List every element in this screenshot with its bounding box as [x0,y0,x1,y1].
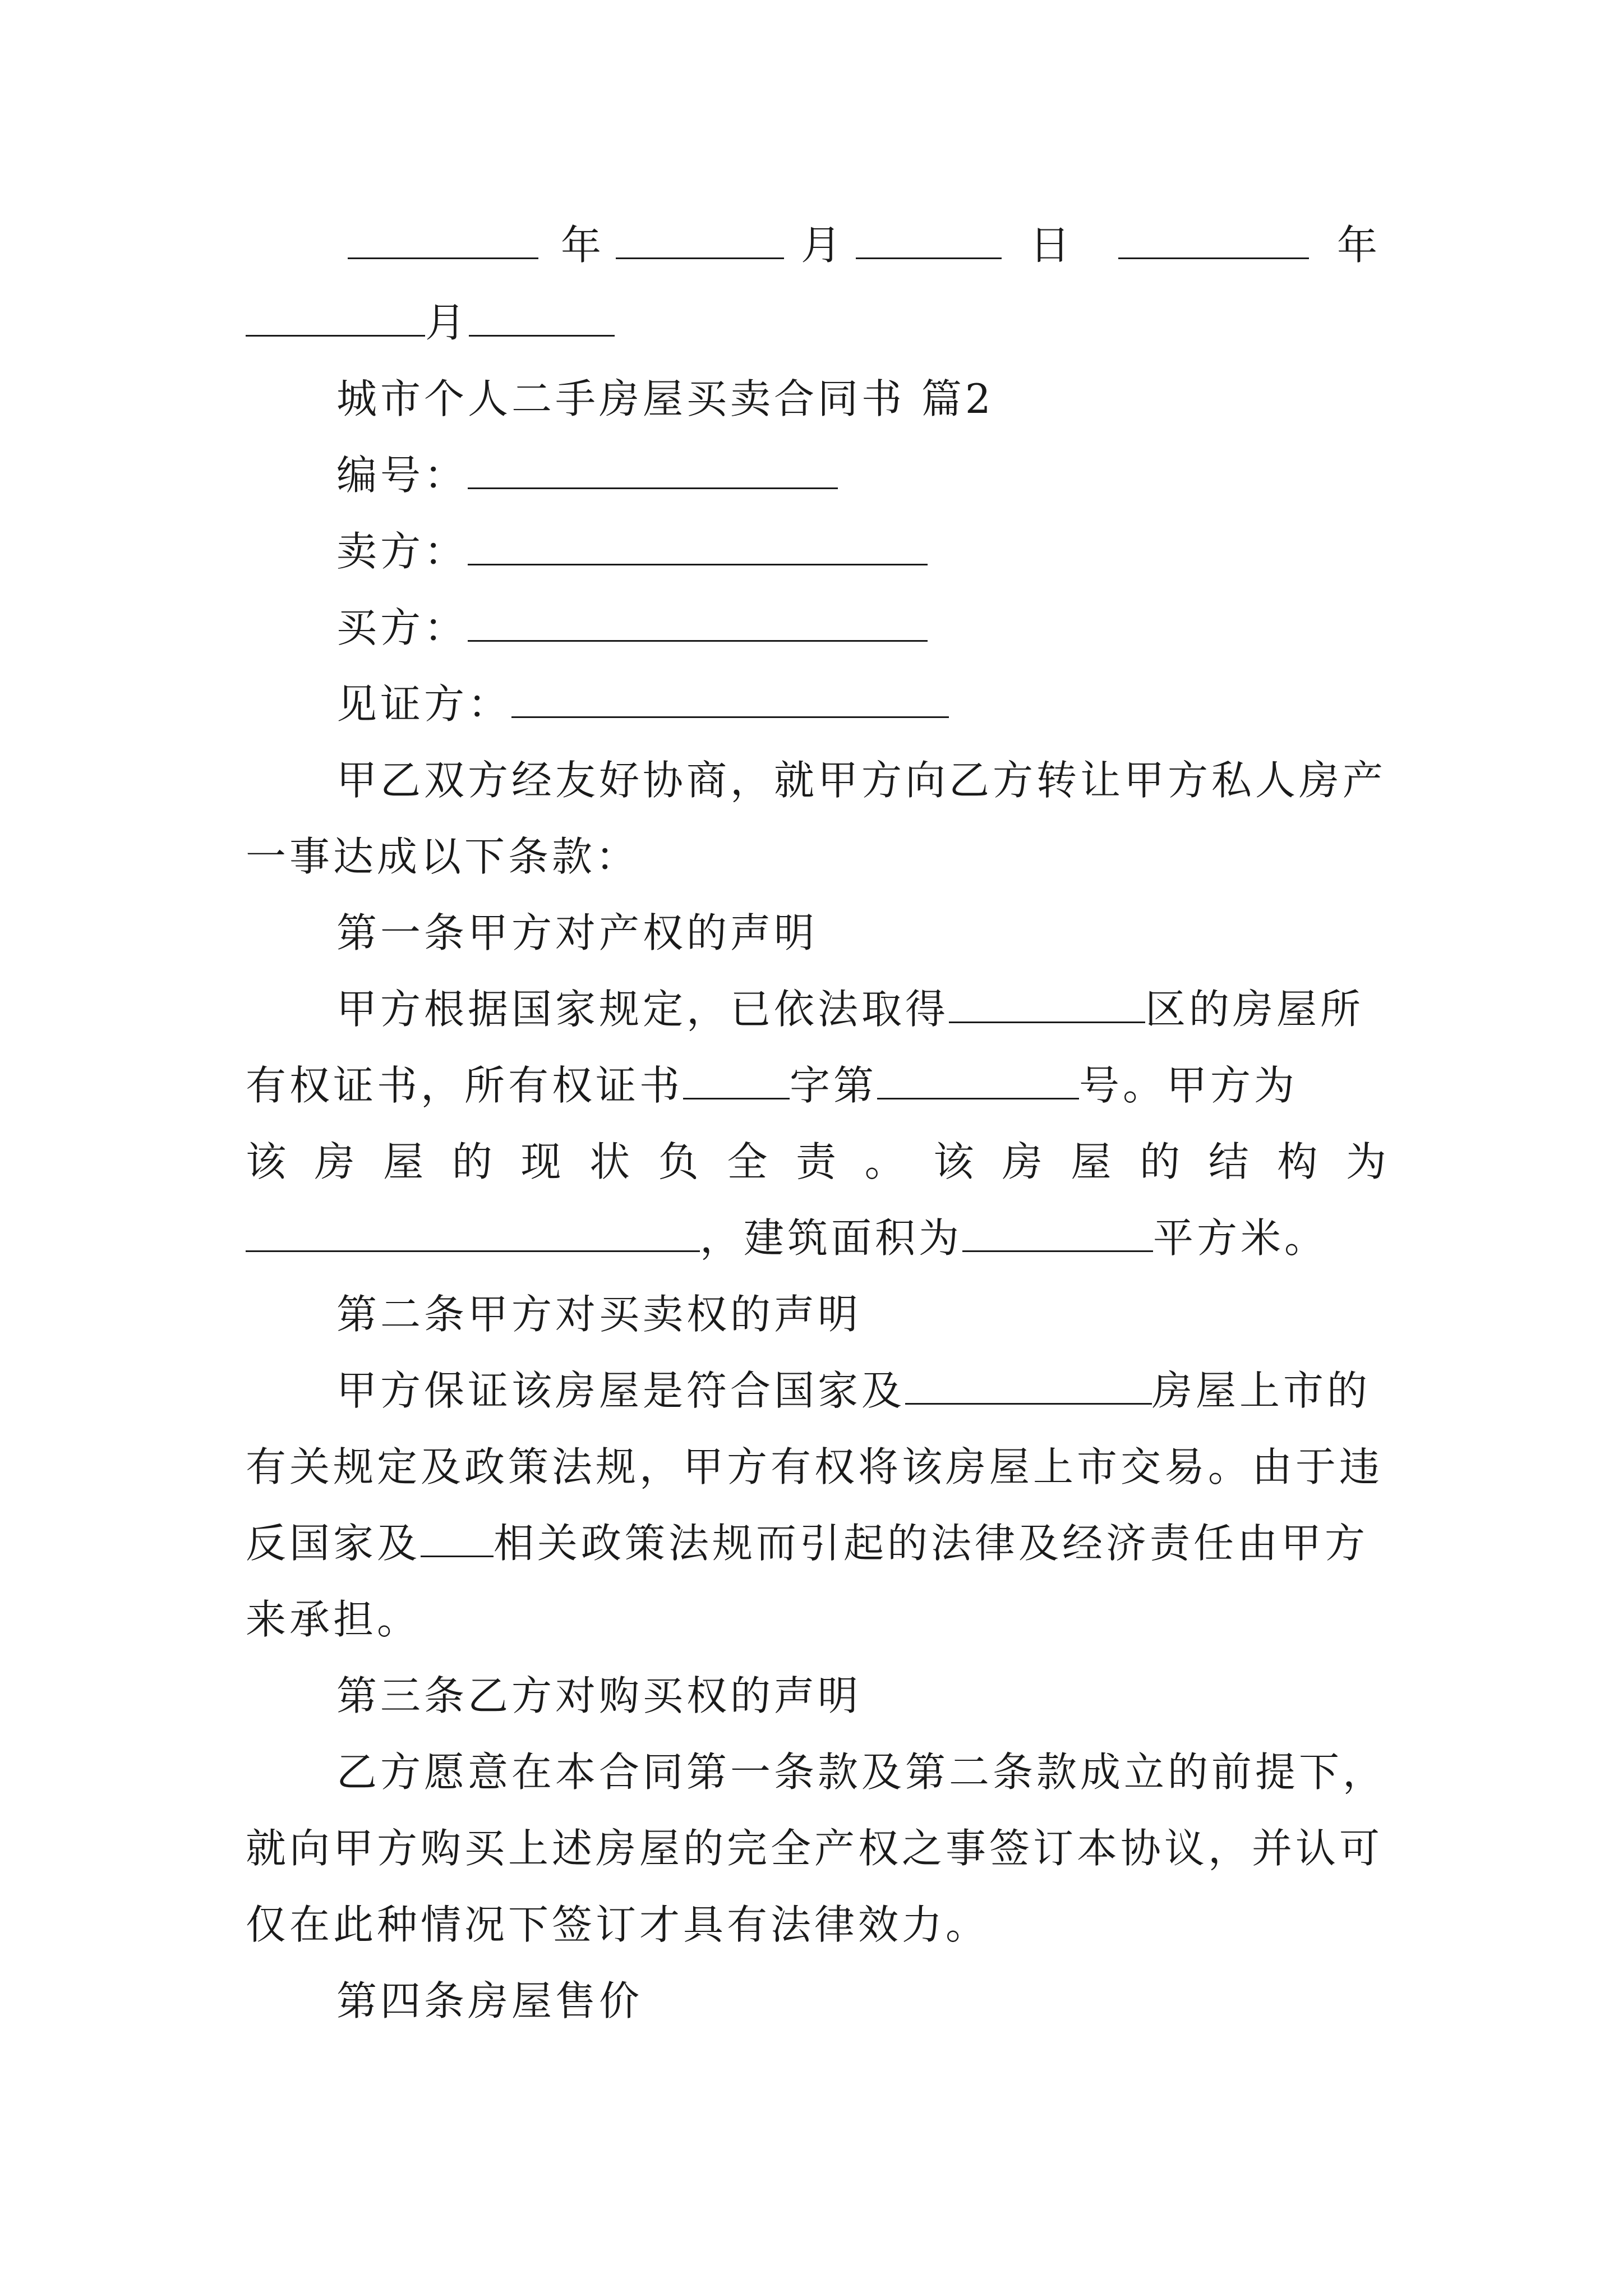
blank-year-2 [1118,222,1309,259]
certificate-number-blank [877,1062,1079,1099]
article1-text-4a: ，建筑面积为 [700,1214,963,1262]
number-field [336,450,1390,500]
year-label-2: 年 [1337,222,1381,269]
article2-text-3a: 反国家及 [246,1520,421,1567]
article1-text-4b: 平方米。 [1153,1214,1329,1262]
blank-month-1 [616,222,784,259]
witness-blank [511,680,949,718]
article3-heading: 第三条乙方对购买权的声明 [336,1672,862,1719]
article1-line-1 [336,984,1390,1034]
article2-text-3b: 相关政策法规而引起的法律及经济责任由甲方 [494,1520,1369,1567]
intro-line-1: 甲乙双方经友好协商，就甲方向乙方转让甲方私人房产 [336,757,1387,804]
witness-label: 见证方： [336,680,512,728]
intro-line-2: 一事达成以下条款： [246,833,640,880]
witness-field [336,679,1390,729]
article1-heading: 第一条甲方对产权的声明 [336,909,818,956]
article1-text-2c: 号。甲方为 [1079,1062,1298,1109]
seller-blank [468,528,928,565]
document-title: 城市个人二手房屋买卖合同书 篇2 [336,375,994,422]
seller-label: 卖方： [336,528,468,575]
article4-heading: 第四条房屋售价 [336,1977,643,2024]
buyer-label: 买方： [336,604,468,651]
article1-text-1b: 区的房屋所 [1145,986,1364,1033]
certificate-char-blank [683,1062,790,1099]
article2-line-1 [336,1365,1390,1416]
article3-line-3: 仅在此种情况下签订才具有法律效力。 [246,1901,990,1948]
month-label-2: 月 [425,299,469,346]
structure-blank [246,1214,700,1252]
city-blank [905,1367,1152,1405]
article2-text-1a: 甲方保证该房屋是符合国家及 [336,1367,906,1414]
article2-line-2: 有关规定及政策法规，甲方有权将该房屋上市交易。由于违 [246,1443,1384,1490]
number-label: 编号： [336,452,468,499]
number-blank [468,452,838,489]
article2-line-4: 来承担。 [246,1596,421,1643]
blank-day-1 [856,222,1002,259]
article3-line-1: 乙方愿意在本合同第一条款及第二条款成立的前提下， [336,1749,1387,1796]
date-line [348,220,1391,270]
article2-text-1b: 房屋上市的 [1152,1367,1371,1414]
blank-month-2 [246,299,425,337]
district-blank [949,986,1145,1023]
year-label-1: 年 [561,222,605,269]
buyer-field [336,602,1390,653]
article1-text-1a: 甲方根据国家规定，已依法取得 [336,986,949,1033]
article2-line-3 [246,1518,1390,1568]
article1-line-3: 该房屋的现状负全责。该房屋的结构为 [246,1138,1390,1185]
buyer-blank [468,604,928,642]
article1-text-2b: 字第 [790,1062,878,1109]
article1-text-2a: 有权证书，所有权证书 [246,1062,684,1109]
blank-year-1 [348,222,538,259]
article1-line-4 [246,1213,1390,1263]
day-label-1: 日 [1030,222,1074,269]
city-blank-2 [421,1520,494,1557]
month-label-1: 月 [801,222,845,269]
blank-day-2 [469,299,615,337]
seller-field [336,526,1390,577]
article1-line-2 [246,1060,1390,1111]
area-blank [962,1214,1153,1252]
article2-heading: 第二条甲方对买卖权的声明 [336,1291,862,1338]
article3-line-2: 就向甲方购买上述房屋的完全产权之事签订本协议，并认可 [246,1825,1384,1872]
date-line-cont [246,297,1390,348]
